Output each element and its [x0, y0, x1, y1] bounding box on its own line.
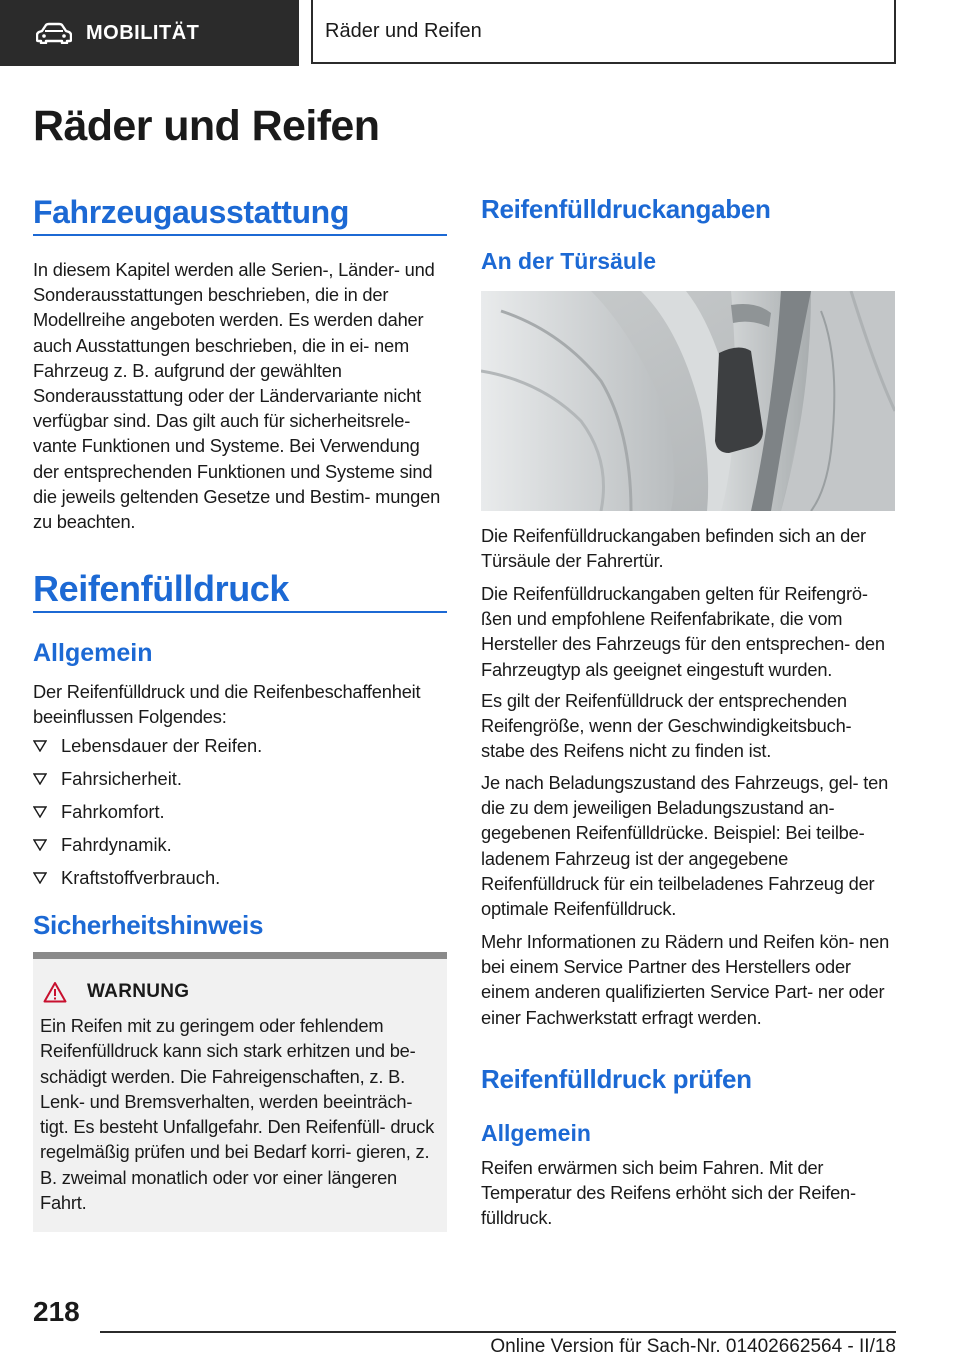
door-pillar-photo [481, 291, 895, 511]
bullet-triangle-icon [33, 839, 47, 851]
header-bar [0, 0, 896, 66]
heading-fahrzeugausstattung: Fahrzeugausstattung [33, 192, 447, 236]
subheading-allgemein-pruefen: Allgemein [481, 1120, 591, 1146]
angaben-p1: Die Reifenfülldruckangaben befinden sich an der Türsäule der Fahrertür. [481, 525, 866, 572]
bullet-triangle-icon [33, 773, 47, 785]
pruefen-text: Reifen erwärmen sich beim Fahren. Mit der Temperatur des Reifens erhöht sich der Reifen- fülldruck. [481, 1157, 856, 1229]
warning-header [43, 981, 189, 1003]
car-icon [36, 22, 72, 44]
reifenfuelldruck-intro: Der Reifenfülldruck und die Reifenbeschaffenheit beeinflussen Folgendes: [33, 681, 421, 728]
chapter-label: Räder und Reifen [325, 19, 482, 42]
list-item: Kraftstoffverbrauch. [33, 861, 447, 894]
bullet-triangle-icon [33, 740, 47, 752]
subheading-allgemein: Allgemein [33, 639, 153, 667]
angaben-p5: Mehr Informationen zu Rädern und Reifen kön- nen bei einem Service Partner des Herstellers oder einem anderen qualifizierten Service Part- ner oder einer Fachwerkstatt erfragt werden. [481, 931, 890, 1028]
angaben-p2: Die Reifenfülldruckangaben gelten für Reifengrö- ßen und empfohlene Reifenfabrikate, die vom Hersteller des Fahrzeugs für den entsprechen- den Fahrzeugtyp als geeignet eingestuft wurden. [481, 583, 885, 680]
chapter-tab[interactable] [311, 0, 896, 64]
section-label: MOBILITÄT [86, 21, 200, 44]
heading-sicherheitshinweis: Sicherheitshinweis [33, 910, 264, 940]
heading-reifenfuelldruck-pruefen: Reifenfülldruck prüfen [481, 1064, 752, 1094]
warning-divider [33, 952, 447, 959]
fahrzeugausstattung-text: In diesem Kapitel werden alle Serien-, Länder- und Sonderausstattungen beschrieben, die in der Modellreihe angeboten werden. Es werden daher auch Ausstattungen beschrieben, die in ei- nem Fahrzeug z. B. aufgrund der gewählten Sonderausstattung oder der Ländervariante nicht verfügbar sind. Das gilt auch für sicherheitsrele- vante Funktionen und Systeme. Bei Verwendung der entsprechenden Funktionen und Systeme sind die jeweils geltenden Gesetze und Bestim- mungen zu beachten. [33, 259, 441, 533]
angaben-p3: Es gilt der Reifenfülldruck der entsprechenden Reifengröße, wenn der Geschwindigkeitsbuch- stabe des Reifens nicht zu finden ist. [481, 690, 852, 762]
list-item: Fahrdynamik. [33, 828, 447, 861]
warning-text: Ein Reifen mit zu geringem oder fehlendem Reifenfülldruck kann sich stark erhitzen und be- schädigt werden. Die Fahreigenschaften, z. B. Lenk- und Bremsverhalten, werden beeinträch- tigt. Es besteht Unfallgefahr. Den Reifenfüll- druck regelmäßig prüfen und bei Bedarf korri- gieren, z. B. zweimal monatlich oder vor einer längeren Fahrt. [40, 1015, 435, 1214]
page-title: Räder und Reifen [33, 102, 380, 150]
bullet-triangle-icon [33, 872, 47, 884]
warning-box [33, 959, 447, 1232]
angaben-p4: Je nach Beladungszustand des Fahrzeugs, gel- ten die zu dem jeweiligen Beladungszustand an- gegebenen Reifenfülldrücke. Beispiel: Bei teilbe- ladenem Fahrzeug ist der angegebene Reifenfülldruck für ein teilbeladenes Fahrzeug der optimale Reifenfülldruck. [481, 772, 889, 920]
footer-rule [100, 1331, 896, 1333]
online-version-note: Online Version für Sach-Nr. 01402662564 - II/18 [490, 1336, 896, 1357]
bullet-triangle-icon [33, 806, 47, 818]
warning-triangle-icon [43, 981, 67, 1003]
section-tab[interactable] [0, 0, 299, 66]
heading-reifenfuelldruck: Reifenfülldruck [33, 567, 447, 613]
list-item: Fahrsicherheit. [33, 762, 447, 795]
bullet-list [33, 729, 447, 894]
subheading-an-der-tuersaeule: An der Türsäule [481, 248, 657, 274]
warning-label: WARNUNG [87, 981, 190, 1002]
list-item: Lebensdauer der Reifen. [33, 729, 447, 762]
heading-reifenfuelldruckangaben: Reifenfülldruckangaben [481, 194, 771, 224]
page-number: 218 [33, 1296, 80, 1327]
list-item: Fahrkomfort. [33, 795, 447, 828]
